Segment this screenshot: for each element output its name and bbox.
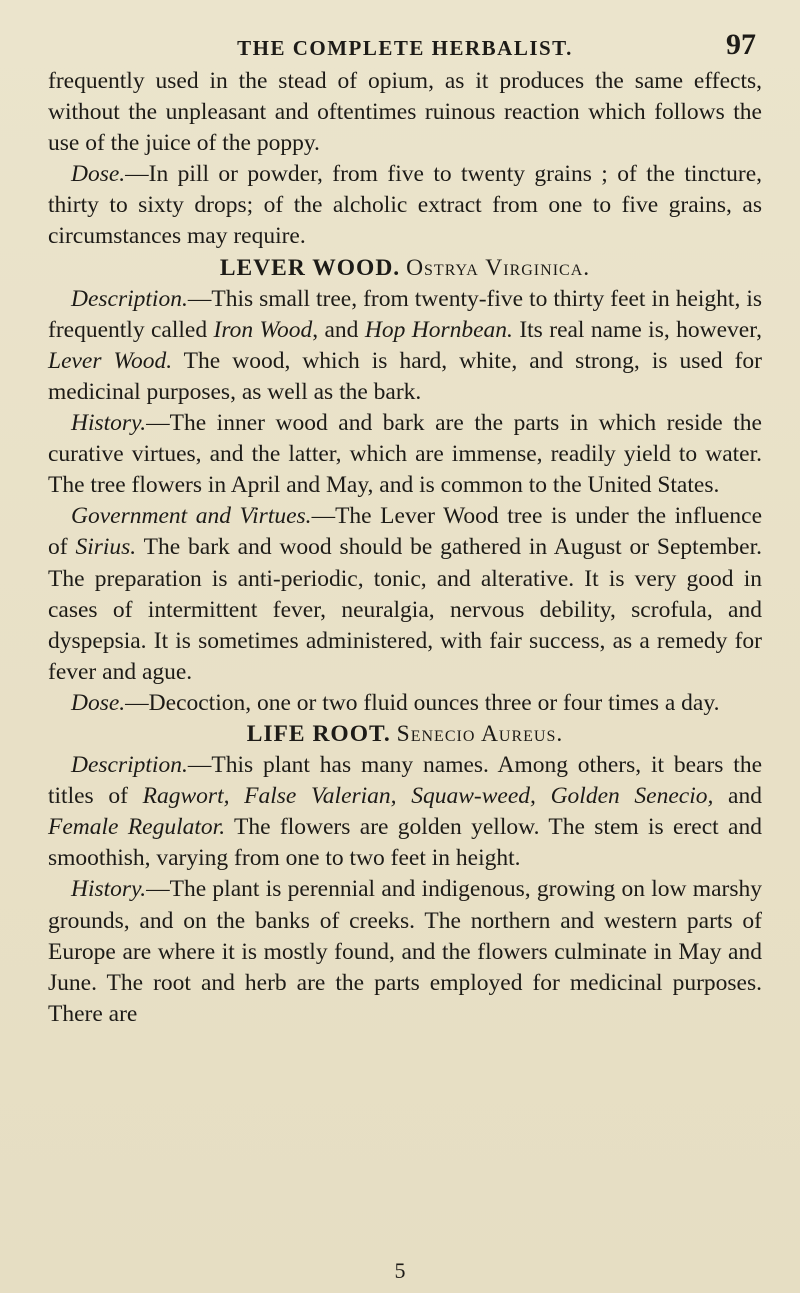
history-text: —The inner wood and bark are the parts in which reside the curative virtues, and the latter, which are immense, readily yield to water. The tree flowers in April and May, and is common to the United States.	[48, 410, 762, 499]
signature-mark: 5	[394, 1258, 406, 1283]
description-text: The flowers are golden yellow. The stem is erect and smoothish, varying from one to two feet in height.	[48, 814, 762, 872]
dose-label: Dose.	[71, 689, 126, 716]
lever-wood-common-name: LEVER WOOD.	[219, 254, 401, 281]
life-root-latin-name: Senecio Aureus.	[396, 720, 564, 747]
continuation-text: frequently used in the stead of opium, as it produces the same effects, without the unpleasant and oftentimes ruinous reaction which follows the use of the juice of the poppy.	[48, 68, 762, 157]
alt-name: Lever Wood.	[48, 347, 173, 374]
planet-name: Sirius.	[75, 534, 137, 561]
history-label: History.	[71, 410, 147, 437]
lever-wood-description	[48, 284, 762, 408]
life-root-heading	[48, 719, 762, 750]
page-number: 97	[726, 28, 756, 61]
alt-name: Hop Hornbean.	[364, 316, 513, 343]
description-text: —This plant has many names. Among others, it bears the titles of	[48, 752, 762, 810]
dose-text: —Decoction, one or two fluid ounces three or four times a day.	[125, 689, 720, 716]
lever-wood-government	[48, 501, 762, 688]
life-root-common-name: LIFE ROOT.	[246, 720, 391, 747]
description-text: Its real name is, however,	[512, 316, 762, 343]
government-label: Government and Virtues.	[71, 503, 312, 530]
life-root-history	[48, 874, 762, 1029]
alt-name: Female Regulator.	[48, 814, 226, 841]
lever-wood-heading	[48, 253, 762, 284]
history-text: —The plant is perennial and indigenous, growing on low marshy grounds, and on the banks of creeks. The northern and western parts of Europe are where it is mostly found, and the flowers culminate in May and June. The root and herb are the parts employed for medicinal purposes. There are	[48, 876, 762, 1027]
alt-name: Ragwort, False Valerian, Squaw-weed, Golden Senecio,	[142, 783, 714, 810]
alt-name: Iron Wood	[213, 316, 313, 343]
history-label: History.	[71, 876, 147, 903]
description-text: The wood, which is hard, white, and strong, is used for medicinal purposes, as well as the bark.	[48, 347, 762, 405]
lever-wood-dose	[48, 688, 762, 719]
dose-paragraph	[48, 159, 762, 252]
description-text: and	[713, 783, 762, 810]
lever-wood-latin-name: Ostrya Virginica.	[406, 254, 591, 281]
description-label: Description.	[71, 285, 188, 312]
description-label: Description.	[71, 752, 188, 779]
continuation-paragraph	[48, 66, 762, 159]
description-text: —This small tree, from twenty-five to thirty feet in height, is frequently called	[48, 285, 762, 343]
running-head	[48, 0, 762, 66]
government-text: —The Lever Wood tree is under the influence of	[48, 503, 762, 561]
government-text: The bark and wood should be gathered in August or September. The preparation is anti-periodic, tonic, and alterative. It is very good in cases of intermittent fever, neuralgia, nervous debility, scrofula, and dyspepsia. It is sometimes administered, with fair success, as a remedy for fever and ague.	[48, 534, 763, 685]
dose-label: Dose.	[71, 161, 126, 188]
body-text	[48, 66, 762, 1030]
description-text: , and	[312, 316, 365, 343]
running-title: THE COMPLETE HERBALIST.	[237, 36, 573, 60]
dose-text: —In pill or powder, from five to twenty grains ; of the tincture, thirty to sixty drops; of the alcholic extract from one to five grains, as circumstances may require.	[48, 161, 762, 250]
lever-wood-history	[48, 408, 762, 501]
life-root-description	[48, 750, 762, 874]
